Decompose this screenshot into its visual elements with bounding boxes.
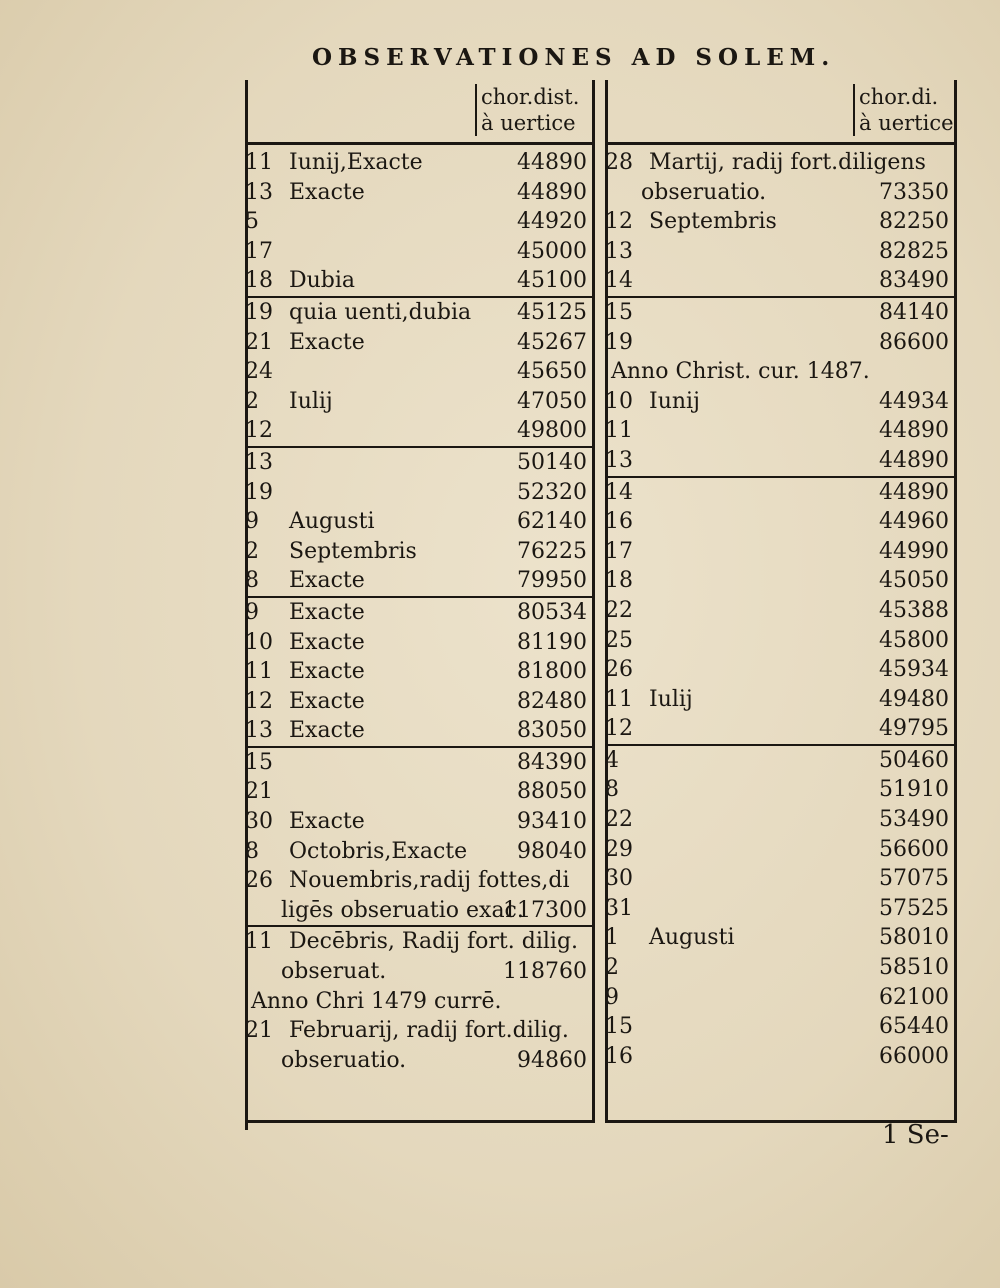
chord-distance-value: 98040 (517, 838, 587, 864)
table-row (245, 716, 595, 748)
right-column-header-line1: chor.di. (859, 85, 939, 109)
table-row (245, 837, 595, 867)
chord-distance-value: 57525 (879, 895, 949, 921)
chord-distance-value: 118760 (503, 959, 587, 985)
day-number: 28 (605, 150, 633, 175)
day-number: 25 (605, 627, 633, 653)
day-number: 12 (605, 716, 633, 742)
chord-distance-value: 94860 (517, 1047, 587, 1073)
chord-distance-value: 49800 (517, 418, 587, 444)
table-row (605, 685, 957, 715)
chord-distance-value: 45000 (517, 238, 587, 264)
day-number: 13 (245, 179, 273, 205)
entry-label: Exacte (289, 718, 365, 744)
chord-distance-value: 47050 (517, 388, 587, 414)
table-row (605, 1042, 957, 1072)
chord-distance-value: 79950 (517, 568, 587, 594)
day-number: 17 (245, 238, 273, 264)
table-row (605, 178, 957, 208)
day-number: 19 (245, 299, 273, 325)
table-row (245, 1016, 595, 1046)
right-column-header-line2: à uertice (859, 111, 954, 135)
entry-label: Exacte (289, 329, 365, 355)
table-row (605, 953, 957, 983)
table-row (245, 896, 595, 928)
day-number: 11 (605, 418, 633, 444)
day-number: 13 (245, 449, 273, 475)
day-number: 30 (605, 866, 633, 892)
table-row (605, 328, 957, 358)
day-number: 12 (605, 209, 633, 235)
chord-distance-value: 80534 (517, 599, 587, 625)
chord-distance-value: 57075 (879, 866, 949, 892)
day-number: 19 (605, 329, 633, 355)
table-row (245, 628, 595, 658)
table-row (245, 507, 595, 537)
day-number: 13 (605, 238, 633, 264)
table-row (245, 1046, 595, 1076)
entry-label: Exacte (289, 688, 365, 714)
day-number: 18 (605, 568, 633, 594)
table-row (605, 357, 957, 387)
chord-distance-value: 66000 (879, 1043, 949, 1069)
day-number: 29 (605, 836, 633, 862)
chord-distance-value: 117300 (503, 897, 587, 923)
chord-distance-value: 44890 (879, 447, 949, 473)
chord-distance-value: 44890 (879, 418, 949, 444)
day-number: 1 (605, 925, 619, 951)
day-number: 16 (605, 1043, 633, 1069)
table-row (245, 207, 595, 237)
chord-distance-value: 81800 (517, 659, 587, 685)
day-number: 11 (245, 929, 273, 955)
chord-distance-value: 62140 (517, 509, 587, 535)
page-title: OBSERVATIONES AD SOLEM. (312, 44, 836, 71)
table-row (245, 328, 595, 358)
table-row (605, 983, 957, 1013)
table-row (245, 957, 595, 987)
table-row (605, 596, 957, 626)
table-row (605, 805, 957, 835)
day-number: 2 (245, 388, 259, 414)
chord-distance-value: 44990 (879, 538, 949, 564)
table-row (605, 266, 957, 298)
table-row (605, 237, 957, 267)
table-row (245, 298, 595, 328)
day-number: 15 (605, 299, 633, 325)
chord-distance-value: 49480 (879, 686, 949, 712)
day-number: 18 (245, 268, 273, 294)
entry-label: Nouembris,radij fottes,di (289, 868, 570, 894)
chord-distance-value: 83490 (879, 268, 949, 294)
table-row (605, 416, 957, 446)
entry-label: Iunij (649, 388, 700, 414)
day-number: 11 (245, 150, 273, 175)
day-number: 12 (245, 418, 273, 444)
chord-distance-value: 49795 (879, 716, 949, 742)
column-header-line2: à uertice (481, 111, 576, 135)
table-row (605, 626, 957, 656)
day-number: 9 (245, 599, 259, 625)
entry-label: Iulij (289, 388, 333, 414)
chord-distance-value: 58510 (879, 955, 949, 981)
entry-label: obseruat. (281, 959, 387, 985)
chord-distance-value: 50460 (879, 747, 949, 773)
chord-distance-value: 45100 (517, 268, 587, 294)
table-row (245, 148, 595, 178)
day-number: 14 (605, 479, 633, 505)
right-table (605, 80, 957, 1130)
chord-distance-value: 52320 (517, 479, 587, 505)
day-number: 2 (245, 538, 259, 564)
table-row (245, 657, 595, 687)
entry-label: Dubia (289, 268, 356, 294)
chord-distance-value: 82250 (879, 209, 949, 235)
day-number: 13 (605, 447, 633, 473)
entry-label: Exacte (289, 599, 365, 625)
table-row (605, 387, 957, 417)
left-table (245, 80, 595, 1130)
entry-label: obseruatio. (281, 1047, 407, 1073)
entry-label: Martij, radij fort.diligens (649, 150, 926, 175)
chord-distance-value: 45267 (517, 329, 587, 355)
table-row (245, 927, 595, 957)
day-number: 26 (245, 868, 273, 894)
chord-distance-value: 45800 (879, 627, 949, 653)
table-row (605, 714, 957, 746)
entry-label: Anno Chri 1479 currē. (251, 988, 502, 1014)
day-number: 9 (605, 984, 619, 1010)
table-row (245, 178, 595, 208)
entry-label: Octobris,Exacte (289, 838, 468, 864)
entry-label: ligēs obseruatio exac. (281, 897, 524, 923)
chord-distance-value: 44890 (517, 150, 587, 175)
day-number: 24 (245, 359, 273, 385)
column-header (475, 84, 579, 136)
table-row (245, 987, 595, 1017)
chord-distance-value: 44890 (517, 179, 587, 205)
chord-distance-value: 62100 (879, 984, 949, 1010)
entry-label: Februarij, radij fort.dilig. (289, 1018, 569, 1044)
day-number: 31 (605, 895, 633, 921)
table-row (605, 655, 957, 685)
entry-label: Augusti (289, 509, 375, 535)
table-row (605, 298, 957, 328)
entry-label: Decēbris, Radij fort. dilig. (289, 929, 579, 955)
chord-distance-value: 44920 (517, 209, 587, 235)
table-row (245, 807, 595, 837)
chord-distance-value: 56600 (879, 836, 949, 862)
day-number: 11 (605, 686, 633, 712)
table-row (605, 775, 957, 805)
entry-label: obseruatio. (641, 179, 767, 205)
day-number: 9 (245, 509, 259, 535)
day-number: 21 (245, 779, 273, 805)
table-row (605, 507, 957, 537)
right-column-header (853, 84, 954, 136)
day-number: 15 (245, 749, 273, 775)
table-row (245, 866, 595, 896)
day-number: 15 (605, 1014, 633, 1040)
table-row (245, 566, 595, 598)
left-rows (245, 148, 595, 1075)
day-number: 4 (605, 747, 619, 773)
entry-label: Septembris (649, 209, 777, 235)
day-number: 8 (605, 777, 619, 803)
entry-label: Anno Christ. cur. 1487. (611, 359, 870, 385)
table-row (245, 748, 595, 778)
chord-distance-value: 45650 (517, 359, 587, 385)
entry-label: Iunij,Exacte (289, 150, 423, 175)
table-row (245, 687, 595, 717)
chord-distance-value: 73350 (879, 179, 949, 205)
day-number: 8 (245, 568, 259, 594)
table-row (245, 357, 595, 387)
table-row (245, 598, 595, 628)
table-row (245, 448, 595, 478)
table-row (245, 478, 595, 508)
day-number: 11 (245, 659, 273, 685)
table-row (605, 864, 957, 894)
table-row (605, 835, 957, 865)
table-row (245, 537, 595, 567)
catchword: 1 Se- (882, 1120, 949, 1150)
chord-distance-value: 88050 (517, 779, 587, 805)
table-row (605, 446, 957, 478)
chord-distance-value: 93410 (517, 809, 587, 835)
entry-label: Exacte (289, 568, 365, 594)
chord-distance-value: 51910 (879, 777, 949, 803)
table-row (605, 923, 957, 953)
day-number: 10 (605, 388, 633, 414)
day-number: 19 (245, 479, 273, 505)
day-number: 22 (605, 597, 633, 623)
entry-label: Exacte (289, 809, 365, 835)
chord-distance-value: 45934 (879, 657, 949, 683)
entry-label: Exacte (289, 659, 365, 685)
table-row (605, 894, 957, 924)
day-number: 30 (245, 809, 273, 835)
chord-distance-value: 76225 (517, 538, 587, 564)
chord-distance-value: 65440 (879, 1014, 949, 1040)
chord-distance-value: 81190 (517, 629, 587, 655)
chord-distance-value: 53490 (879, 807, 949, 833)
table-row (245, 777, 595, 807)
table-row (245, 387, 595, 417)
chord-distance-value: 84140 (879, 299, 949, 325)
entry-label: Septembris (289, 538, 417, 564)
day-number: 8 (245, 838, 259, 864)
column-header-line1: chor.dist. (481, 85, 580, 109)
chord-distance-value: 50140 (517, 449, 587, 475)
table-row (245, 266, 595, 298)
entry-label: quia uenti,dubia (289, 299, 472, 325)
table-row (605, 148, 957, 178)
right-rows (605, 148, 957, 1071)
chord-distance-value: 44934 (879, 388, 949, 414)
day-number: 13 (245, 718, 273, 744)
day-number: 21 (245, 1018, 273, 1044)
table-row (605, 1012, 957, 1042)
entry-label: Augusti (649, 925, 735, 951)
table-row (605, 566, 957, 596)
chord-distance-value: 45125 (517, 299, 587, 325)
chord-distance-value: 58010 (879, 925, 949, 951)
table-row (245, 237, 595, 267)
chord-distance-value: 45388 (879, 597, 949, 623)
day-number: 16 (605, 509, 633, 535)
day-number: 26 (605, 657, 633, 683)
day-number: 10 (245, 629, 273, 655)
chord-distance-value: 44960 (879, 509, 949, 535)
entry-label: Exacte (289, 629, 365, 655)
chord-distance-value: 44890 (879, 479, 949, 505)
table-row (605, 478, 957, 508)
table-row (605, 207, 957, 237)
day-number: 17 (605, 538, 633, 564)
entry-label: Exacte (289, 179, 365, 205)
day-number: 12 (245, 688, 273, 714)
day-number: 2 (605, 955, 619, 981)
chord-distance-value: 86600 (879, 329, 949, 355)
day-number: 22 (605, 807, 633, 833)
day-number: 21 (245, 329, 273, 355)
entry-label: Iulij (649, 686, 693, 712)
chord-distance-value: 84390 (517, 749, 587, 775)
chord-distance-value: 82480 (517, 688, 587, 714)
day-number: 5 (245, 209, 259, 235)
table-row (605, 537, 957, 567)
table-row (605, 746, 957, 776)
day-number: 14 (605, 268, 633, 294)
table-row (245, 416, 595, 448)
chord-distance-value: 45050 (879, 568, 949, 594)
chord-distance-value: 83050 (517, 718, 587, 744)
chord-distance-value: 82825 (879, 238, 949, 264)
